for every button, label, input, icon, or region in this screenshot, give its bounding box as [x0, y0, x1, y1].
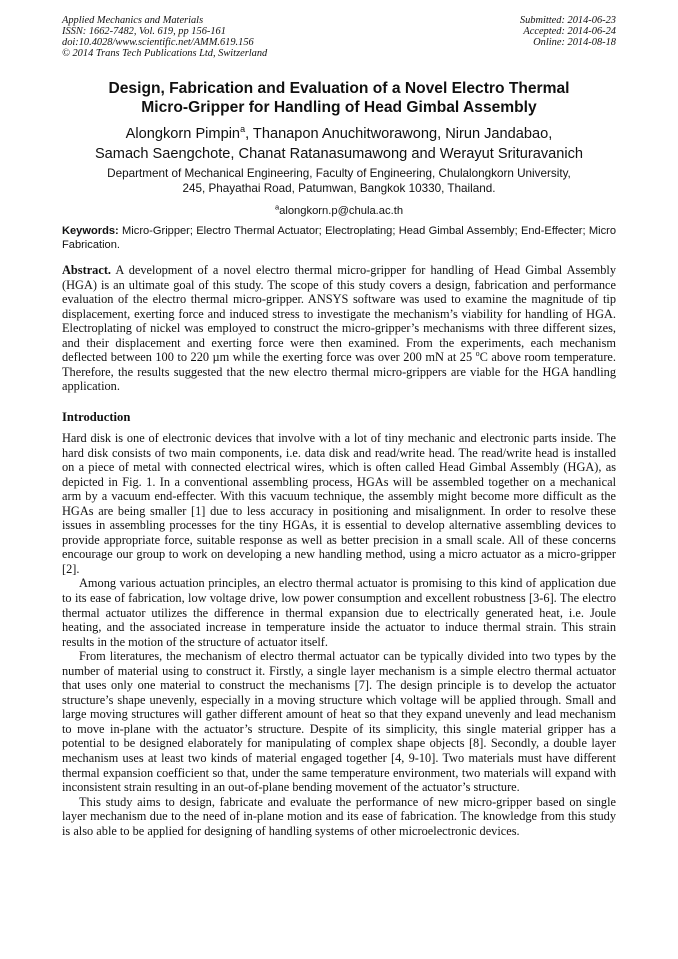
email-mark: a: [274, 202, 280, 212]
abstract-text-part-2: C above room temperature. Therefore, the results suggested that the new electro thermal micro-grippers are viable for the HGA handling application.: [62, 350, 616, 394]
submitted-date: Submitted: 2014-06-23: [519, 15, 616, 26]
intro-paragraph: From literatures, the mechanism of electro thermal actuator can be typically divided into two types by the number of material using to construct it. Firstly, a single layer mechanism is a simple electro thermal actuator that uses only one material to construct the mechanisms [7]. The design principle is to develop the actuator structure’s shape unevenly, especially in a moving structure which voltage will be applied through. Small and large moving structures will gather different amount of heat so that they expand unevenly and lead mechanism to move in-plane with the actuator’s structure. Despite of its simplicity, this single material gripper has a potential to be designed elaborately for manipulating of complex shape objects [8]. Secondly, a double layer mechanism uses at least two kinds of material engaged together [4, 9-10]. Two materials must have different thermal expansion coefficient so that, under the same temperature environment, two materials will expand with inconsistent strain resulting in an out-of-plane bending movement of the actuator’s structure.: [62, 649, 616, 795]
journal-doi: doi:10.4028/www.scientific.net/AMM.619.156: [62, 37, 254, 48]
first-author: Alongkorn Pimpin: [125, 126, 241, 142]
journal-copyright: © 2014 Trans Tech Publications Ltd, Switzerland: [62, 48, 268, 59]
intro-paragraph: Hard disk is one of electronic devices that involve with a lot of tiny mechanic and electronic parts inside. The hard disk consists of two main components, i.e. data disk and read/write head. The read/write head is installed on a piece of metal with connected electrical wires, which is often called Head Gimbal Assembly (HGA), as depicted in Fig. 1. In a conventional assembling process, HGAs will be assembled together on a mechanical arm by a vacuum end-effecter. With this vacuum technique, the assembly might become more difficult as the HGAs are being smaller [1] due to less accuracy in positioning and misalignment. In order to resolve these issues in assembling processes for the tiny HGAs, it is essential to develop alternative assembling devices to provide appropriate force, suitable response as well as better precision in a small scale. All of these concerns encourage our group to work on developing a new handling method, using a micro actuator as a micro-gripper [2].: [62, 431, 616, 576]
publication-dates: [520, 15, 616, 48]
intro-paragraph: This study aims to design, fabricate and evaluate the performance of new micro-gripper based on single layer mechanism due to the need of in-plane motion and its ease of fabrication. The knowledge from this study is also able to be applied for designing of handling systems of other microelectronic devices.: [62, 794, 616, 838]
email-address: alongkorn.p@chula.ac.th: [279, 205, 404, 217]
keywords: [62, 224, 616, 253]
intro-paragraph: Among various actuation principles, an electro thermal actuator is promising to this kind of application due to its ease of fabrication, low voltage drive, low power consumption and excellent robustness [3-6]. The electro thermal actuator utilizes the difference in thermal expansion due to electrically generated heat, i.e. Joule heating, and the associated increase in temperature inside the actuator to induce thermal strain. This strain results in the motion of the structure of actuator itself.: [62, 576, 616, 649]
paper-title: [62, 79, 616, 117]
first-author-affil-mark: a: [240, 124, 246, 135]
journal-name: Applied Mechanics and Materials: [62, 15, 204, 26]
abstract: [62, 263, 616, 394]
affiliation-line-2: 245, Phayathai Road, Patumwan, Bangkok 10330, Thailand.: [182, 181, 496, 195]
journal-info: [62, 15, 267, 59]
degree-mark: o: [475, 349, 480, 359]
introduction-body: [62, 431, 616, 838]
journal-issn: ISSN: 1662-7482, Vol. 619, pp 156-161: [62, 26, 226, 37]
authors-line-2: Samach Saengchote, Chanat Ratanasumawong and Werayut Srituravanich: [94, 146, 584, 162]
keywords-label: Keywords:: [62, 225, 119, 237]
authors-line-1: [62, 124, 616, 144]
author-email: [62, 204, 616, 218]
affiliation: [62, 167, 616, 196]
keywords-text: Micro-Gripper; Electro Thermal Actuator; Electroplating; Head Gimbal Assembly; End-Effecter; Micro Fabrication.: [62, 225, 616, 252]
introduction-heading: Introduction: [62, 410, 131, 424]
online-date: Online: 2014-08-18: [533, 37, 616, 48]
authors-line-1-rest: , Thanapon Anuchitworawong, Nirun Jandabao,: [245, 126, 553, 142]
title-line-2: Micro-Gripper for Handling of Head Gimbal Assembly: [141, 99, 537, 116]
accepted-date: Accepted: 2014-06-24: [523, 26, 616, 37]
abstract-text-part-1: A development of a novel electro thermal micro-gripper for handling of Head Gimbal Assembly (HGA) is an ultimate goal of this study. The scope of this study covers a design, fabrication and performance evaluation of the electro thermal micro-gripper. ANSYS software was used to examine the magnitude of tip displacement, exerting force and induced stress to investigate the mechanism’s viability for handling of HGA. Electroplating of nickel was employed to construct the micro-gripper’s mechanisms with three different sizes, and their displacement and exerting force were then examined. From the experiments, each mechanism deflected between 100 to 220 µm while the exerting force was over 200 mN at 25: [62, 263, 616, 365]
abstract-label: Abstract.: [62, 263, 112, 277]
affiliation-line-1: Department of Mechanical Engineering, Faculty of Engineering, Chulalongkorn University,: [107, 167, 571, 180]
author-list: [62, 124, 616, 164]
title-line-1: Design, Fabrication and Evaluation of a Novel Electro Thermal: [108, 80, 570, 97]
